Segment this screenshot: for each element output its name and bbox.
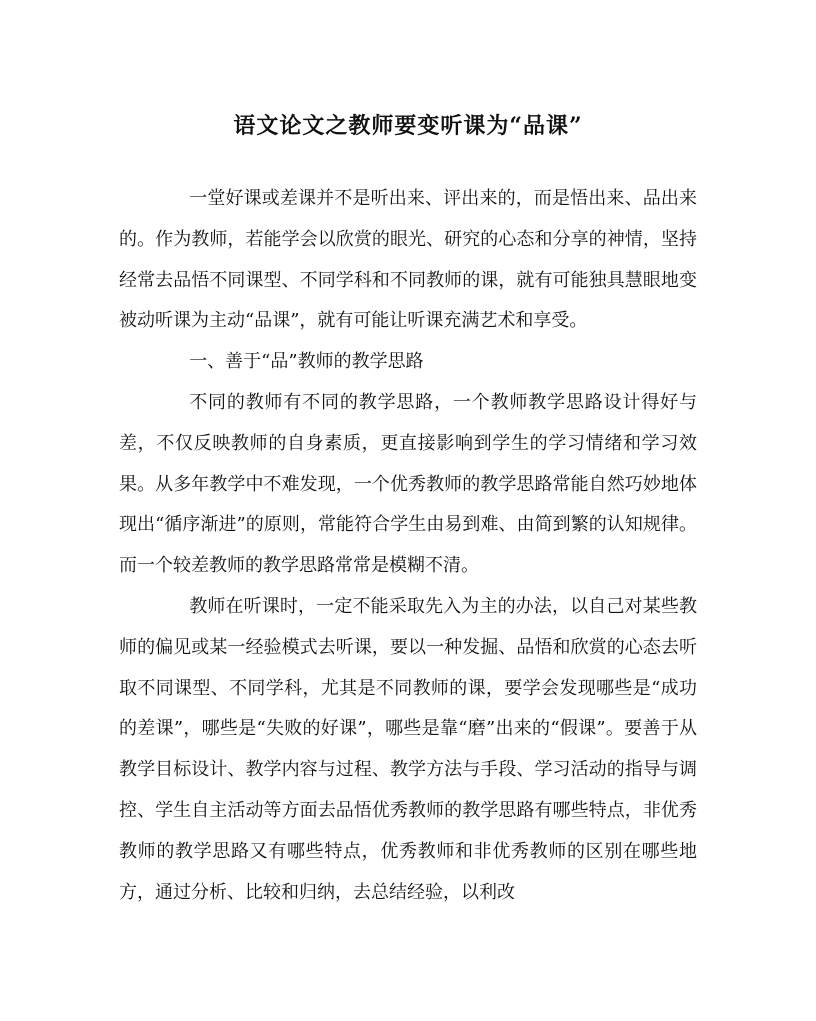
paragraph-intro: 一堂好课或差课并不是听出来、评出来的，而是悟出来、品出来的。作为教师，若能学会以欣赏的眼光、研究的心态和分享的神情，坚持经常去品悟不同课型、不同学科和不同教师的课，就有可能独具慧眼地变被动听课为主动“品课”，就有可能让听课充满艺术和享受。 — [119, 188, 697, 332]
paragraph-teaching-approach: 不同的教师有不同的教学思路，一个教师教学思路设计得好与差，不仅反映教师的自身素质，更直接影响到学生的学习情绪和学习效果。从多年教学中不难发现，一个优秀教师的教学思路常能自然巧妙地体现出“循序渐进”的原则，常能符合学生由易到难、由简到繁的认知规律。而一个较差教师的教学思路常常是模糊不清。 — [119, 391, 697, 577]
document-body — [119, 179, 697, 913]
paragraph-listening-method: 教师在听课时，一定不能采取先入为主的办法，以自己对某些教师的偏见或某一经验模式去听课，要以一种发掘、品悟和欣赏的心态去听取不同课型、不同学科，尤其是不同教师的课，要学会发现哪些是“成功的差课”，哪些是“失败的好课”，哪些是靠“磨”出来的“假课”。要善于从教学目标设计、教学内容与过程、教学方法与手段、学习活动的指导与调控、学生自主活动等方面去品悟优秀教师的教学思路有哪些特点，非优秀教师的教学思路又有哪些特点，优秀教师和非优秀教师的区别在哪些地方，通过分析、比较和归纳，去总结经验，以利改 — [119, 595, 697, 903]
section-heading: 一、善于“品”教师的教学思路 — [189, 351, 424, 373]
document-title: 语文论文之教师要变听课为“品课” — [233, 113, 583, 139]
